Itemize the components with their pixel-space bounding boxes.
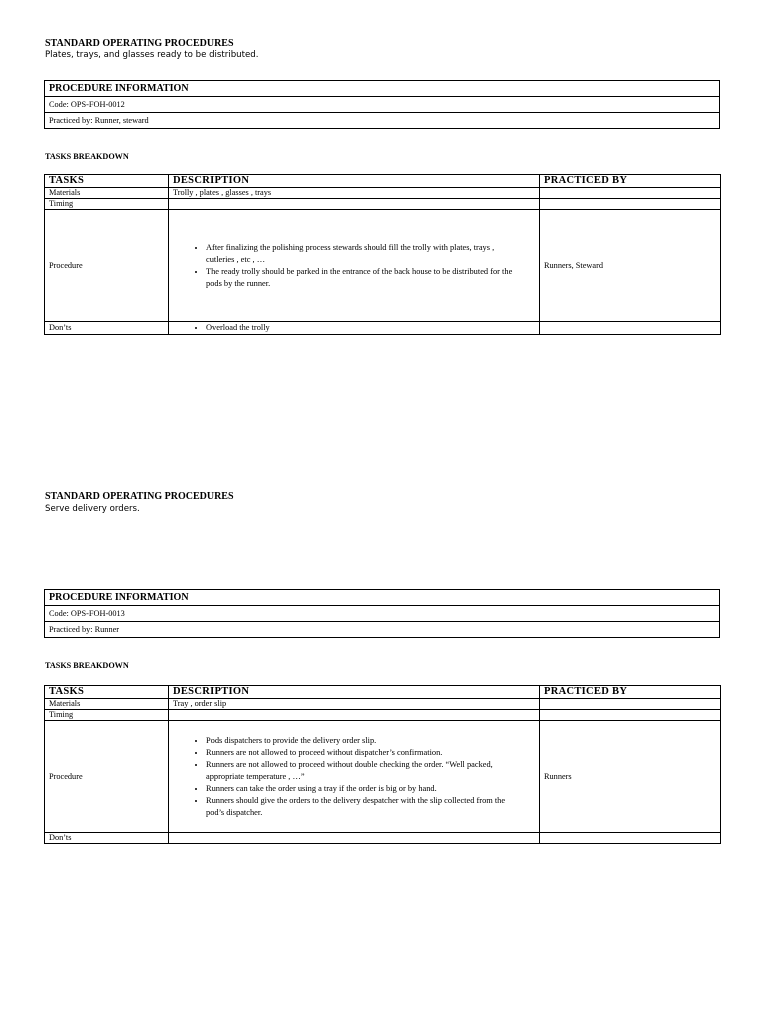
table-row-materials [45,188,721,199]
column-header-tasks: TASKS [45,686,169,699]
tasks-table [44,685,721,844]
list-item: • Runners can take the order using a tray if the order is big or by hand. [206,783,523,795]
list-item: • Overload the trolly [206,322,523,334]
task-cell: Procedure [45,210,169,322]
procedure-practiced-by-row [45,622,720,638]
procedure-info-header: PROCEDURE INFORMATION [45,81,720,97]
list-item: • Runners are not allowed to proceed without double checking the order. “Well packed, appropriate temperature , …” [206,759,523,783]
description-cell [169,710,540,721]
table-row-timing [45,199,721,210]
tasks-breakdown-heading: TASKS BREAKDOWN [45,152,129,161]
tasks-table [44,174,721,335]
column-header-practiced-by: PRACTICED BY [540,686,721,699]
column-header-practiced-by: PRACTICED BY [540,175,721,188]
list-item: • After finalizing the polishing process stewards should fill the trolly with plates, trays , cutleries , etc , … [206,242,523,266]
description-cell: Tray , order slip [169,699,540,710]
procedure-info-table [44,589,720,638]
table-row-procedure [45,210,721,322]
tasks-table-header-row [45,686,721,699]
table-row-materials [45,699,721,710]
procedure-code: Code: OPS-FOH-0013 [45,606,720,622]
description-cell [169,210,540,322]
procedure-bullet-list [173,242,535,290]
column-header-description: DESCRIPTION [169,686,540,699]
procedure-code-row [45,606,720,622]
task-cell: Procedure [45,721,169,833]
column-header-tasks: TASKS [45,175,169,188]
task-cell: Don’ts [45,322,169,335]
practiced-by-cell [540,322,721,335]
tasks-breakdown-heading: TASKS BREAKDOWN [45,661,129,670]
procedure-info-table [44,80,720,129]
task-cell: Materials [45,699,169,710]
table-row-procedure [45,721,721,833]
list-item: • Pods dispatchers to provide the delivery order slip. [206,735,523,747]
description-cell [169,833,540,844]
sop-heading: STANDARD OPERATING PROCEDURES [45,491,234,502]
procedure-info-header-row [45,590,720,606]
task-cell: Materials [45,188,169,199]
list-item: • Runners should give the orders to the delivery despatcher with the slip collected from the pod’s dispatcher. [206,795,523,819]
procedure-info-header: PROCEDURE INFORMATION [45,590,720,606]
procedure-info-header-row [45,81,720,97]
practiced-by-cell: Runners [540,721,721,833]
table-row-donts [45,833,721,844]
sop-subtitle: Plates, trays, and glasses ready to be distributed. [45,50,259,60]
procedure-practiced-by: Practiced by: Runner [45,622,720,638]
procedure-practiced-by: Practiced by: Runner, steward [45,113,720,129]
task-cell: Don’ts [45,833,169,844]
practiced-by-cell [540,188,721,199]
sop-subtitle: Serve delivery orders. [45,504,140,514]
task-cell: Timing [45,710,169,721]
description-cell [169,322,540,335]
procedure-code-row [45,97,720,113]
practiced-by-cell: Runners, Steward [540,210,721,322]
column-header-description: DESCRIPTION [169,175,540,188]
practiced-by-cell [540,199,721,210]
procedure-practiced-by-row [45,113,720,129]
practiced-by-cell [540,710,721,721]
procedure-bullet-list [173,735,535,819]
table-row-timing [45,710,721,721]
description-cell [169,199,540,210]
tasks-table-header-row [45,175,721,188]
description-cell [169,721,540,833]
practiced-by-cell [540,833,721,844]
procedure-code: Code: OPS-FOH-0012 [45,97,720,113]
list-item: • The ready trolly should be parked in the entrance of the back house to be distributed for the pods by the runner. [206,266,523,290]
list-item: • Runners are not allowed to proceed without dispatcher’s confirmation. [206,747,523,759]
task-cell: Timing [45,199,169,210]
donts-bullet-list [173,322,535,334]
table-row-donts [45,322,721,335]
description-cell: Trolly , plates , glasses , trays [169,188,540,199]
sop-heading: STANDARD OPERATING PROCEDURES [45,38,234,49]
practiced-by-cell [540,699,721,710]
